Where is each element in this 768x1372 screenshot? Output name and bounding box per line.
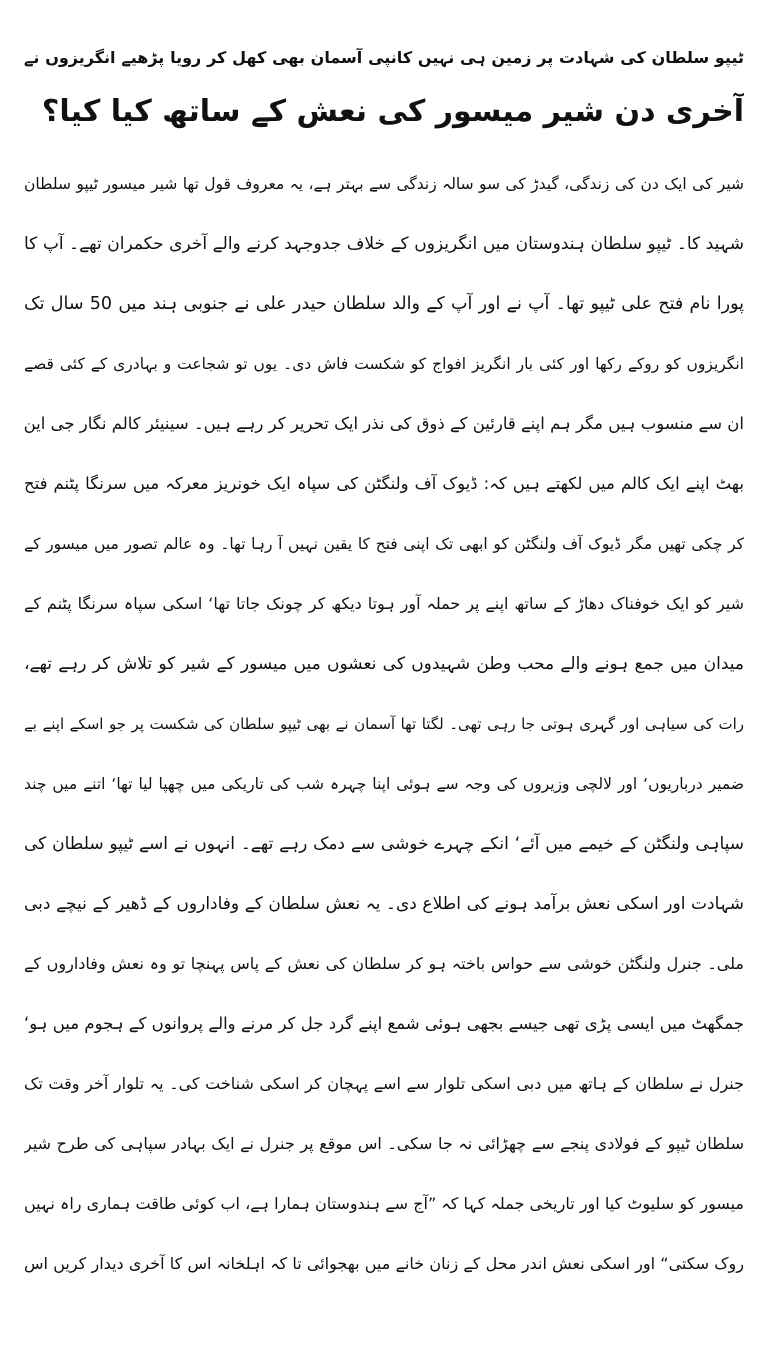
article-body-line: ان سے منسوب ہیں مگر ہم اپنے قارئین کے ذوق کی نذر ایک تحریر کر رہے ہیں۔ سینیئر کالم نگار جی این [24, 414, 744, 433]
article-body-line: ضمیر درباریوں‘ اور لالچی وزیروں کی وجہ سے ہوئی اپنا چہرہ شب کی تاریکی میں چھپا لیا تھا‘ اتنے میں چند [24, 775, 744, 793]
article-body-line: سلطان ٹیپو کے فولادی پنجے سے چھڑائی نہ جا سکی۔ اس موقع پر جنرل نے ایک بہادر سپاہی کی طرح شیر [24, 1134, 744, 1153]
article-title-line-2: آخری دن شیر میسور کی نعش کے ساتھ کیا کیا؟ [41, 94, 744, 129]
article-body-line: رات کی سیاہی اور گہری ہوتی جا رہی تھی۔ لگتا تھا آسمان نے بھی ٹیپو سلطان کی شکست پر جو اسکے اپنے بے [24, 715, 744, 733]
article-body-line: شیر کی ایک دن کی زندگی، گیدڑ کی سو سالہ زندگی سے بہتر ہے، یہ معروف قول تھا شیر میسور ٹیپو سلطان [24, 175, 744, 193]
article-body-line: میسور کو سلیوٹ کیا اور تاریخی جملہ کہا کہ ”آج سے ہندوستان ہمارا ہے، اب کوئی طاقت ہماری راہ نہیں [24, 1194, 744, 1213]
article-body-line: شہید کا۔ ٹیپو سلطان ہندوستان میں انگریزوں کے خلاف جدوجہد کرنے والے آخری حکمران تھے۔ آپ کا [24, 234, 744, 254]
article-body-line: سپاہی ولنگٹن کے خیمے میں آئے‘ انکے چہرے خوشی سے دمک رہے تھے۔ انہوں نے اسے ٹیپو سلطان کی [24, 834, 744, 854]
article-title-line-1: ٹیپو سلطان کی شہادت پر زمین ہی نہیں کانپی آسمان بھی کھل کر رویا پڑھیے انگریزوں نے [24, 48, 744, 67]
article-body-line: روک سکتی“ اور اسکی نعش اندر محل کے زنان خانے میں بھجوائی تا کہ اہلخانہ اس کا آخری دیدار کریں اس [24, 1254, 744, 1273]
article-body-line: ملی۔ جنرل ولنگٹن خوشی سے حواس باختہ ہو کر سلطان کی نعش کے پاس پہنچا تو وہ نعش وفاداروں کے [24, 954, 744, 973]
article-body-line: بھٹ اپنے ایک کالم میں لکھتے ہیں کہ: ڈیوک آف ولنگٹن کی سپاہ ایک خونریز معرکہ میں سرنگا پٹنم فتح [24, 474, 744, 493]
article-body-line: انگریزوں کو روکے رکھا اور کئی بار انگریز افواج کو شکست فاش دی۔ یوں تو شجاعت و بہادری کے کئی قصے [24, 355, 744, 373]
article-body-line: میدان میں جمع ہونے والے محب وطن شہیدوں کی نعشوں میں میسور کے شیر کو تلاش کر رہے تھے، [24, 654, 744, 674]
article-body-line: جنرل نے سلطان کے ہاتھ میں دبی اسکی تلوار سے اسے پہچان کر اسکی شناخت کی۔ یہ تلوار آخر وقت تک [24, 1074, 744, 1093]
article-body-line: پورا نام فتح علی ٹیپو تھا۔ آپ نے اور آپ کے والد سلطان حیدر علی نے جنوبی ہند میں 50 سال تک [24, 294, 744, 314]
article-body-line: جمگھٹ میں ایسی پڑی تھی جیسے بجھی ہوئی شمع اپنے گرد جل کر مرنے والے پروانوں کے ہجوم میں ہو‘ [24, 1014, 744, 1033]
article-body-line: شہادت اور اسکی نعش برآمد ہونے کی اطلاع دی۔ یہ نعش سلطان کے وفاداروں کے ڈھیر کے نیچے دبی [24, 894, 744, 914]
article-body-line: شیر کو ایک خوفناک دھاڑ کے ساتھ اپنے پر حملہ آور ہوتا دیکھ کر چونک جاتا تھا‘ اسکی سپاہ سرنگا پٹنم کے [24, 594, 744, 613]
article-body-line: کر چکی تھیں مگر ڈیوک آف ولنگٹن کو ابھی تک اپنی فتح کا یقین نہیں آ رہا تھا۔ وہ عالم تصور میں میسور کے [24, 535, 744, 553]
